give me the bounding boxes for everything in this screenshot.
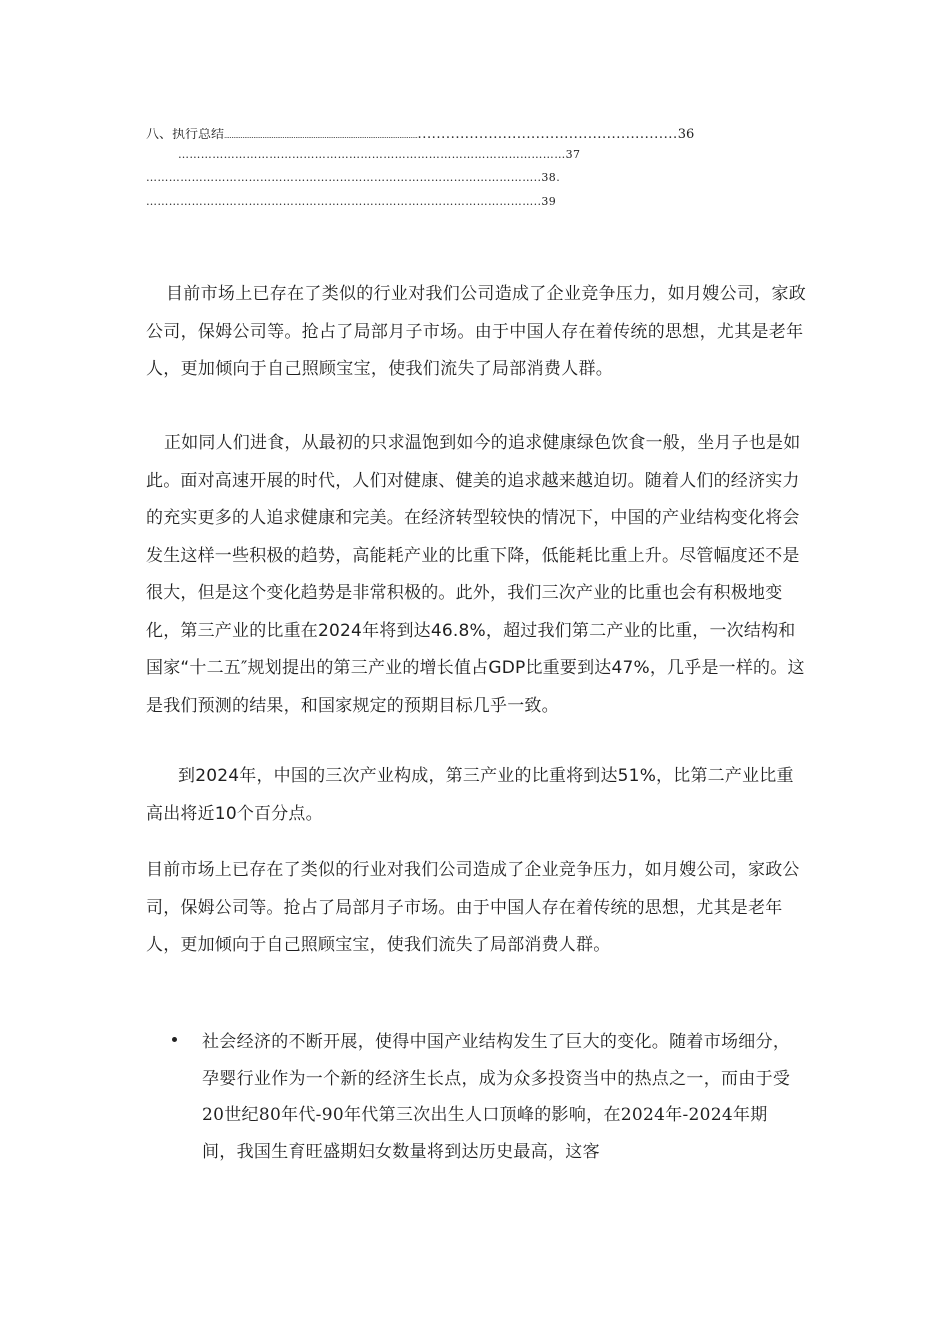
toc-leader-dots: ………………………………………………………………………………………… [178,148,566,161]
toc-leader-dots: ………………………………………………………………………………………….. [146,171,542,184]
table-of-contents [146,128,806,209]
toc-leader-dots: .......................................................................................................... [224,132,418,140]
toc-leader-dots: ………………………………………………………………………………………….. [146,195,542,208]
bullet-icon [172,1037,177,1042]
toc-page-number: 38. [541,171,561,184]
toc-page-number: 37 [565,148,581,161]
body-paragraph: 目前市场上已存在了类似的行业对我们公司造成了企业竞争压力，如月嫂公司，家政公司，保姆公司等。抢占了局部月子市场。由于中国人存在着传统的思想，尤其是老年人，更加倾向于自己照顾宝宝，使我们流失了局部消费人群。 [146,860,800,955]
toc-entry[interactable] [146,128,806,148]
body-paragraph: 目前市场上已存在了类似的行业对我们公司造成了企业竞争压力，如月嫂公司，家政公司，保姆公司等。抢占了局部月子市场。由于中国人存在着传统的思想，尤其是老年人，更加倾向于自己照顾宝宝，使我们流失了局部消费人群。 [146,284,807,379]
toc-page-number: 39 [541,195,557,208]
toc-entry-title: 八、执行总结 [146,128,225,142]
bullet-text: 社会经济的不断开展，使得中国产业结构发生了巨大的变化。随着市场细分，孕婴行业作为一个新的经济生长点，成为众多投资当中的热点之一，而由于受20世纪80年代-90年代第三次出生人口顶峰的影响，在2024年-2024年期间，我国生育旺盛期妇女数量将到达历史最高，这客 [202,1032,791,1162]
bullet-list-item [172,1024,802,1170]
toc-entry[interactable] [146,171,806,195]
toc-leader-dots: ....................................................... [417,128,678,142]
body-paragraph: 正如同人们进食，从最初的只求温饱到如今的追求健康绿色饮食一般，坐月子也是如此。面对高速开展的时代，人们对健康、健美的追求越来越迫切。随着人们的经济实力的充实更多的人追求健康和完美。在经济转型较快的情况下，中国的产业结构变化将会发生这样一些积极的趋势，高能耗产业的比重下降，低能耗比重上升。尽管幅度还不是很大，但是这个变化趋势是非常积极的。此外，我们三次产业的比重也会有积极地变化，第三产业的比重在2024年将到达46.8%，超过我们第二产业的比重，一次结构和国家“十二五″规划提出的第三产业的增长值占GDP比重要到达47%，几乎是一样的。这是我们预测的结果，和国家规定的预期目标几乎一致。 [146,433,805,716]
toc-page-number: 36 [677,128,695,142]
toc-entry[interactable] [146,195,806,209]
toc-entry[interactable] [146,148,806,171]
body-paragraph: 到2024年，中国的三次产业构成，第三产业的比重将到达51%，比第二产业比重高出将近10个百分点。 [146,766,794,824]
